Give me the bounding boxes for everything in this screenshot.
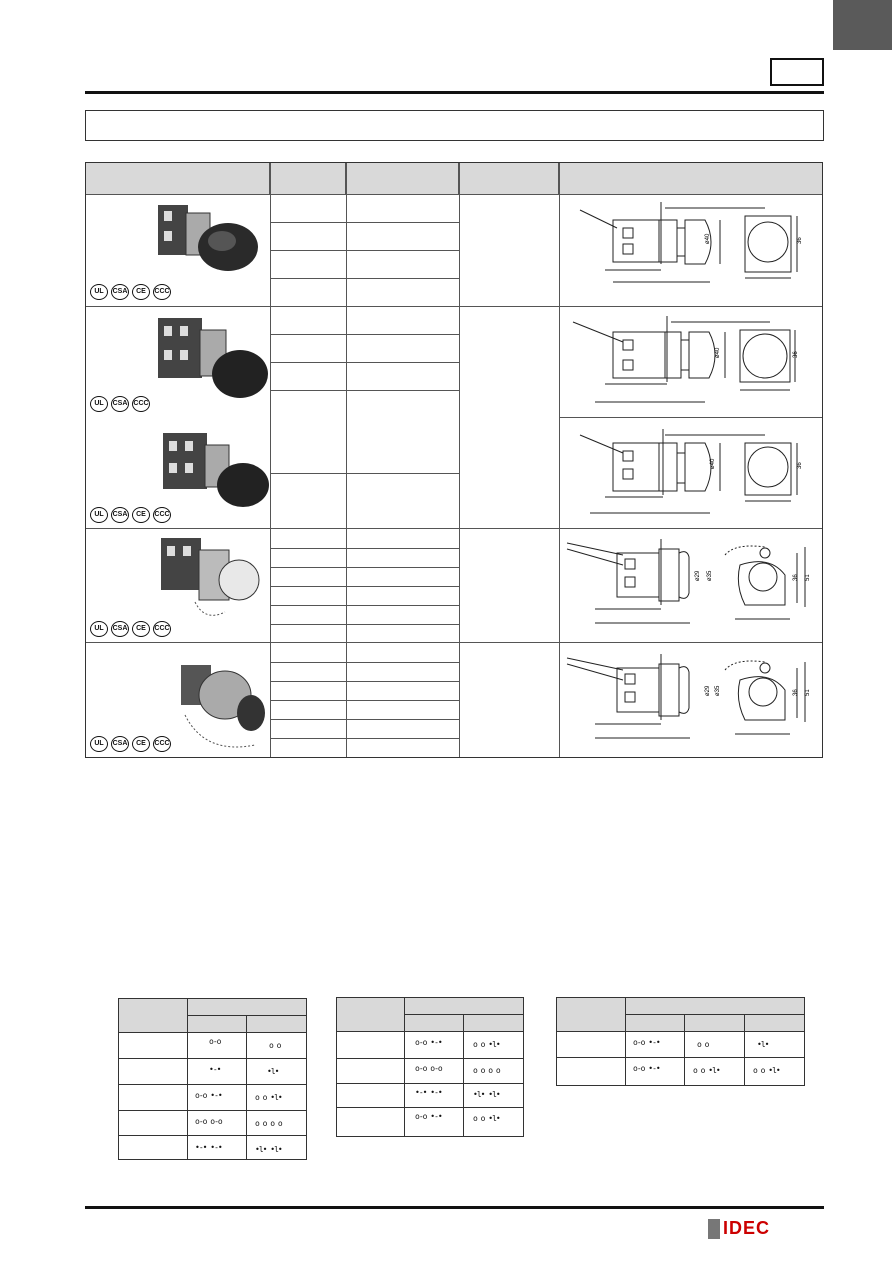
svg-text:36: 36 bbox=[797, 237, 803, 244]
page-tag-box bbox=[770, 58, 824, 86]
dimension-drawing-5 bbox=[565, 650, 815, 745]
logo-text: IDEC bbox=[723, 1218, 771, 1238]
cert-icons-row-2: UL CSA CCC bbox=[90, 396, 150, 412]
svg-text:ø40: ø40 bbox=[715, 347, 721, 358]
header-cell-3 bbox=[346, 163, 459, 194]
pushbutton-photo-3 bbox=[155, 425, 270, 510]
pushbutton-photo-5 bbox=[175, 655, 270, 755]
contact-table-1: o-o o o •-• •l• o-o •-• o o •l• o-o o-o o o o o •-• •-• •l• •l• bbox=[118, 998, 307, 1160]
svg-text:ø29: ø29 bbox=[695, 570, 701, 581]
dimension-drawing-4 bbox=[565, 535, 815, 630]
corner-section-tab bbox=[833, 0, 892, 50]
cert-icons-row-4: UL CSA CE CCC bbox=[90, 621, 171, 637]
title-box bbox=[85, 110, 824, 141]
top-rule bbox=[85, 91, 824, 94]
svg-text:51: 51 bbox=[805, 574, 811, 581]
header-cell-4 bbox=[459, 163, 559, 194]
idec-logo bbox=[708, 1218, 770, 1239]
contact-table-2: o-o •-• o o •l• o-o o-o o o o o •-• •-• •l• •l• o-o •-• o o •l• bbox=[336, 997, 524, 1137]
dimension-drawing-1 bbox=[565, 198, 815, 290]
svg-text:36: 36 bbox=[793, 351, 799, 358]
svg-text:ø29: ø29 bbox=[705, 685, 711, 696]
svg-text:36: 36 bbox=[793, 689, 799, 696]
svg-text:ø40: ø40 bbox=[705, 233, 711, 244]
logo-mark-icon bbox=[708, 1219, 720, 1239]
svg-text:36: 36 bbox=[797, 462, 803, 469]
cert-icons-row-3: UL CSA CE CCC bbox=[90, 507, 171, 523]
pushbutton-photo-4 bbox=[155, 532, 265, 622]
dimension-drawing-2 bbox=[565, 312, 815, 407]
header-cell-dimensions bbox=[559, 163, 822, 194]
cert-icons-row-5: UL CSA CE CCC bbox=[90, 736, 171, 752]
pushbutton-photo-1 bbox=[150, 195, 262, 275]
svg-text:36: 36 bbox=[793, 574, 799, 581]
svg-text:ø35: ø35 bbox=[715, 685, 721, 696]
bottom-rule bbox=[85, 1206, 824, 1209]
pushbutton-photo-2 bbox=[150, 310, 270, 400]
header-cell-image bbox=[86, 163, 270, 194]
svg-text:ø35: ø35 bbox=[707, 570, 713, 581]
dimension-drawing-3 bbox=[565, 425, 815, 520]
header-cell-2 bbox=[270, 163, 346, 194]
cert-icons-row-1: UL CSA CE CCC bbox=[90, 284, 171, 300]
svg-text:51: 51 bbox=[805, 689, 811, 696]
contact-table-3: o-o •-• o o •l• o-o •-• o o •l• o o •l• bbox=[556, 997, 805, 1086]
svg-text:ø40: ø40 bbox=[710, 458, 716, 469]
